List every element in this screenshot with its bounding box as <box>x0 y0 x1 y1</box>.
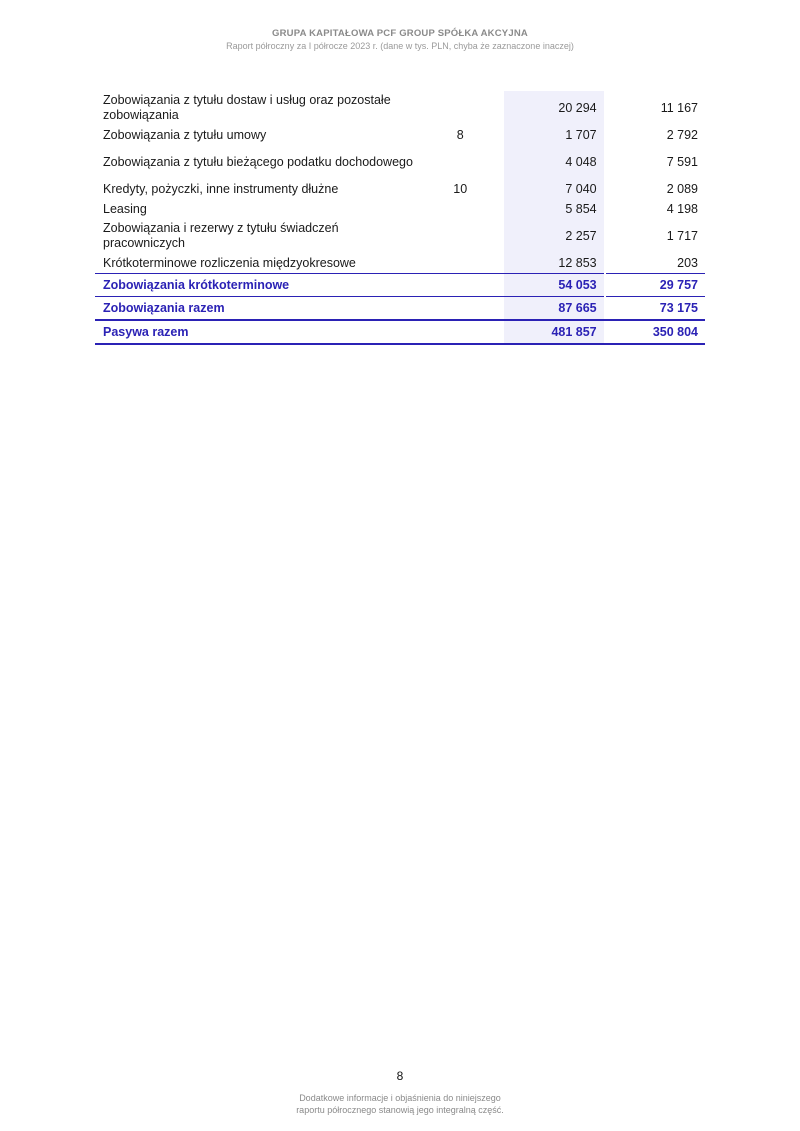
row-previous-value: 4 198 <box>605 199 705 219</box>
total-label: Pasywa razem <box>95 320 416 344</box>
row-previous-value: 2 089 <box>605 179 705 199</box>
row-note <box>416 145 504 179</box>
row-current-value: 2 257 <box>504 219 604 253</box>
row-previous-value: 2 792 <box>605 125 705 145</box>
row-previous-value: 11 167 <box>605 91 705 125</box>
total-label: Zobowiązania krótkoterminowe <box>95 274 416 297</box>
row-label: Zobowiązania i rezerwy z tytułu świadczeń pracowniczych <box>103 221 339 250</box>
table-row <box>95 145 705 179</box>
row-note <box>416 253 504 274</box>
page-number: 8 <box>396 1069 404 1083</box>
row-note: 8 <box>456 128 464 142</box>
row-current-value: 12 853 <box>504 253 604 274</box>
total-row-short-term-liabilities <box>95 274 705 297</box>
footer-line: raportu półrocznego stanowią jego integralną część. <box>296 1105 504 1115</box>
row-previous-value: 1 717 <box>605 219 705 253</box>
total-previous-value: 29 757 <box>605 274 705 297</box>
row-note <box>416 91 504 125</box>
page-footer <box>0 1092 800 1116</box>
total-note <box>416 297 504 321</box>
total-current-value: 87 665 <box>504 297 604 321</box>
total-label: Zobowiązania razem <box>95 297 416 321</box>
total-row-equity-and-liabilities <box>95 320 705 344</box>
total-note <box>416 320 504 344</box>
total-current-value: 54 053 <box>504 274 604 297</box>
table-row <box>95 199 705 219</box>
row-label: Kredyty, pożyczki, inne instrumenty dłużne <box>103 181 339 196</box>
liabilities-table <box>95 91 705 345</box>
row-current-value: 7 040 <box>504 179 604 199</box>
table-row <box>95 125 705 145</box>
footer-line: Dodatkowe informacje i objaśnienia do niniejszego <box>299 1093 501 1103</box>
total-previous-value: 350 804 <box>605 320 705 344</box>
row-current-value: 1 707 <box>504 125 604 145</box>
total-previous-value: 73 175 <box>605 297 705 321</box>
row-label: Leasing <box>103 201 147 216</box>
row-label: Zobowiązania z tytułu umowy <box>103 127 267 142</box>
row-label: Krótkoterminowe rozliczenia międzyokresowe <box>103 255 356 270</box>
table-row <box>95 253 705 274</box>
row-current-value: 20 294 <box>504 91 604 125</box>
row-label: Zobowiązania z tytułu bieżącego podatku dochodowego <box>103 154 413 169</box>
table-row <box>95 179 705 199</box>
row-label: Zobowiązania z tytułu dostaw i usług oraz pozostałe zobowiązania <box>103 93 391 122</box>
total-current-value: 481 857 <box>504 320 604 344</box>
row-note <box>416 219 504 253</box>
row-previous-value: 7 591 <box>605 145 705 179</box>
row-current-value: 5 854 <box>504 199 604 219</box>
table-row <box>95 219 705 253</box>
report-subtitle: Raport półroczny za I półrocze 2023 r. (dane w tys. PLN, chyba że zaznaczone inaczej) <box>226 41 574 51</box>
report-title: GRUPA KAPITAŁOWA PCF GROUP SPÓŁKA AKCYJNA <box>272 28 528 39</box>
table-row <box>95 91 705 125</box>
total-note <box>416 274 504 297</box>
row-note <box>416 199 504 219</box>
row-current-value: 4 048 <box>504 145 604 179</box>
row-previous-value: 203 <box>605 253 705 274</box>
row-note: 10 <box>453 182 468 196</box>
total-row-liabilities <box>95 297 705 321</box>
page-header <box>0 28 800 51</box>
